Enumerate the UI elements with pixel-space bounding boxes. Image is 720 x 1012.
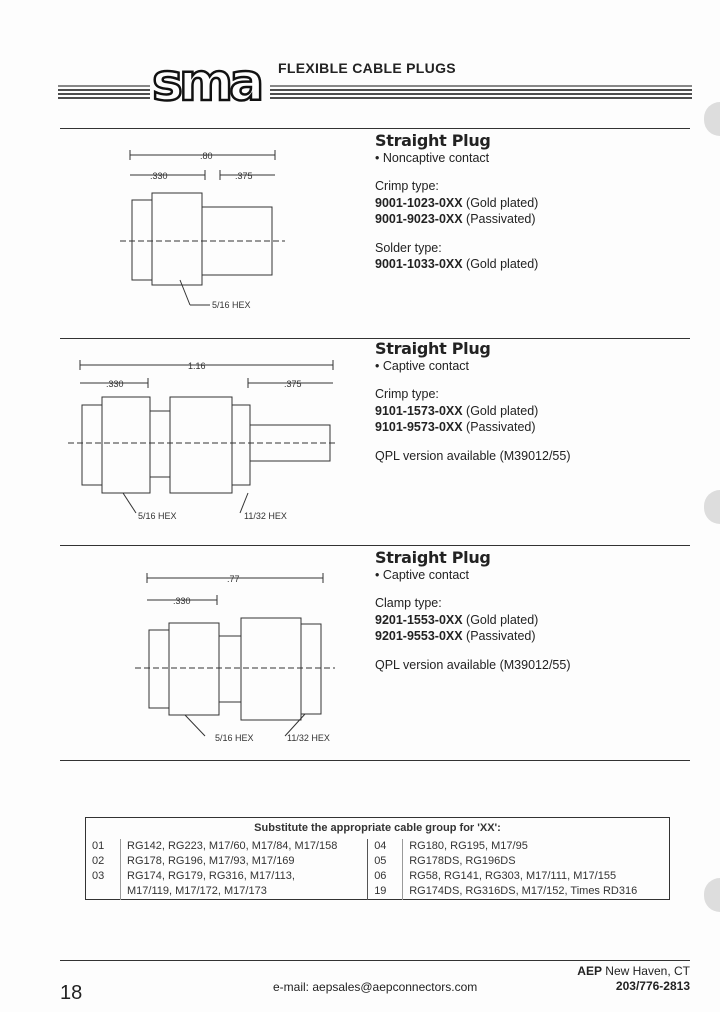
hex-label: 11/32 HEX (244, 511, 287, 521)
group-label: Crimp type: (375, 387, 439, 401)
finish: (Gold plated) (462, 403, 539, 418)
page-number: 18 (60, 982, 83, 1004)
company-city: New Haven, CT (601, 964, 690, 978)
divider (60, 128, 690, 129)
part-number: 9001-1033-0XX (375, 257, 463, 271)
finish: (Gold plated) (462, 257, 539, 271)
table-row (86, 884, 670, 900)
cable-list: RG178DS, RG196DS (409, 855, 516, 867)
finish: (Passivated) (462, 420, 536, 434)
footer-divider (60, 960, 690, 961)
bullet: • Captive contact (375, 567, 470, 582)
table-row (86, 839, 670, 854)
dim-left: .330 (106, 379, 124, 389)
table-row (86, 869, 670, 884)
company-name: AEP (577, 964, 602, 978)
dim-overall: 1.16 (188, 361, 206, 371)
divider (60, 760, 690, 761)
qpl-note: QPL version available (M39012/55) (375, 448, 571, 463)
drawing-captive-plug-crimp (68, 355, 348, 525)
part-number: 9001-9023-0XX (375, 212, 463, 226)
dim-left: .330 (173, 596, 191, 606)
dim-overall: .77 (227, 574, 240, 584)
divider (60, 545, 690, 546)
section-title: Straight Plug (375, 548, 491, 567)
product-section-3 (375, 550, 570, 673)
group-code: 19 (368, 884, 403, 900)
part-number: 9201-9553-0XX (375, 629, 463, 643)
dim-right: .375 (235, 171, 253, 181)
part-number: 9001-1023-0XX (375, 195, 463, 210)
page-title: FLEXIBLE CABLE PLUGS (278, 60, 456, 76)
group-code: 04 (368, 839, 403, 854)
group-code: 02 (86, 854, 121, 869)
drawing-captive-plug-clamp (135, 568, 355, 748)
bullet: • Captive contact (375, 358, 470, 373)
finish: (Gold plated) (462, 612, 539, 627)
hex-label: 5/16 HEX (215, 733, 254, 743)
hex-label: 11/32 HEX (287, 733, 330, 743)
dim-overall: .80 (200, 151, 213, 161)
group-code: 06 (368, 869, 403, 884)
part-number: 9101-9573-0XX (375, 420, 463, 434)
page-tab (704, 490, 720, 524)
cable-list: RG142, RG223, M17/60, M17/84, M17/158 (121, 839, 368, 854)
dim-right: .375 (284, 379, 302, 389)
group-code: 01 (86, 839, 121, 854)
cable-list: M17/119, M17/172, M17/173 (121, 884, 368, 900)
bullet: • Noncaptive contact (375, 150, 490, 165)
cable-list: RG174, RG179, RG316, M17/113, (121, 869, 368, 884)
group-label: Crimp type: (375, 179, 439, 193)
phone: 203/776-2813 (615, 979, 690, 993)
group-label: Solder type: (375, 240, 442, 255)
table-caption: Substitute the appropriate cable group for 'XX': (254, 822, 501, 834)
svg-text:sma: sma (152, 56, 261, 108)
page-tab (704, 878, 720, 912)
qpl-note: QPL version available (M39012/55) (375, 657, 571, 672)
drawing-noncaptive-plug (120, 145, 320, 315)
section-title: Straight Plug (375, 339, 491, 358)
hex-label: 5/16 HEX (138, 511, 177, 521)
cable-list: RG174DS, RG316DS, M17/152, Times RD316 (409, 885, 638, 897)
table-row (86, 854, 670, 869)
cable-list: RG178, RG196, M17/93, M17/169 (121, 854, 368, 869)
product-section-2 (375, 341, 570, 464)
group-code: 03 (86, 869, 121, 884)
product-section-1 (375, 133, 538, 273)
finish: (Gold plated) (462, 195, 539, 210)
page-tab (704, 102, 720, 136)
email[interactable]: e-mail: aepsales@aepconnectors.com (273, 980, 478, 994)
group-code: 05 (368, 854, 403, 869)
cable-list: RG180, RG195, M17/95 (409, 840, 528, 852)
part-number: 9101-1573-0XX (375, 403, 463, 418)
finish: (Passivated) (462, 629, 536, 643)
section-title: Straight Plug (375, 131, 491, 150)
group-code (86, 884, 121, 900)
finish: (Passivated) (462, 212, 536, 226)
group-label: Clamp type: (375, 596, 442, 610)
hex-label: 5/16 HEX (212, 300, 251, 310)
cable-list: RG58, RG141, RG303, M17/111, M17/155 (409, 870, 617, 882)
cable-group-table (85, 817, 670, 900)
dim-left: .330 (150, 171, 168, 181)
part-number: 9201-1553-0XX (375, 612, 463, 627)
